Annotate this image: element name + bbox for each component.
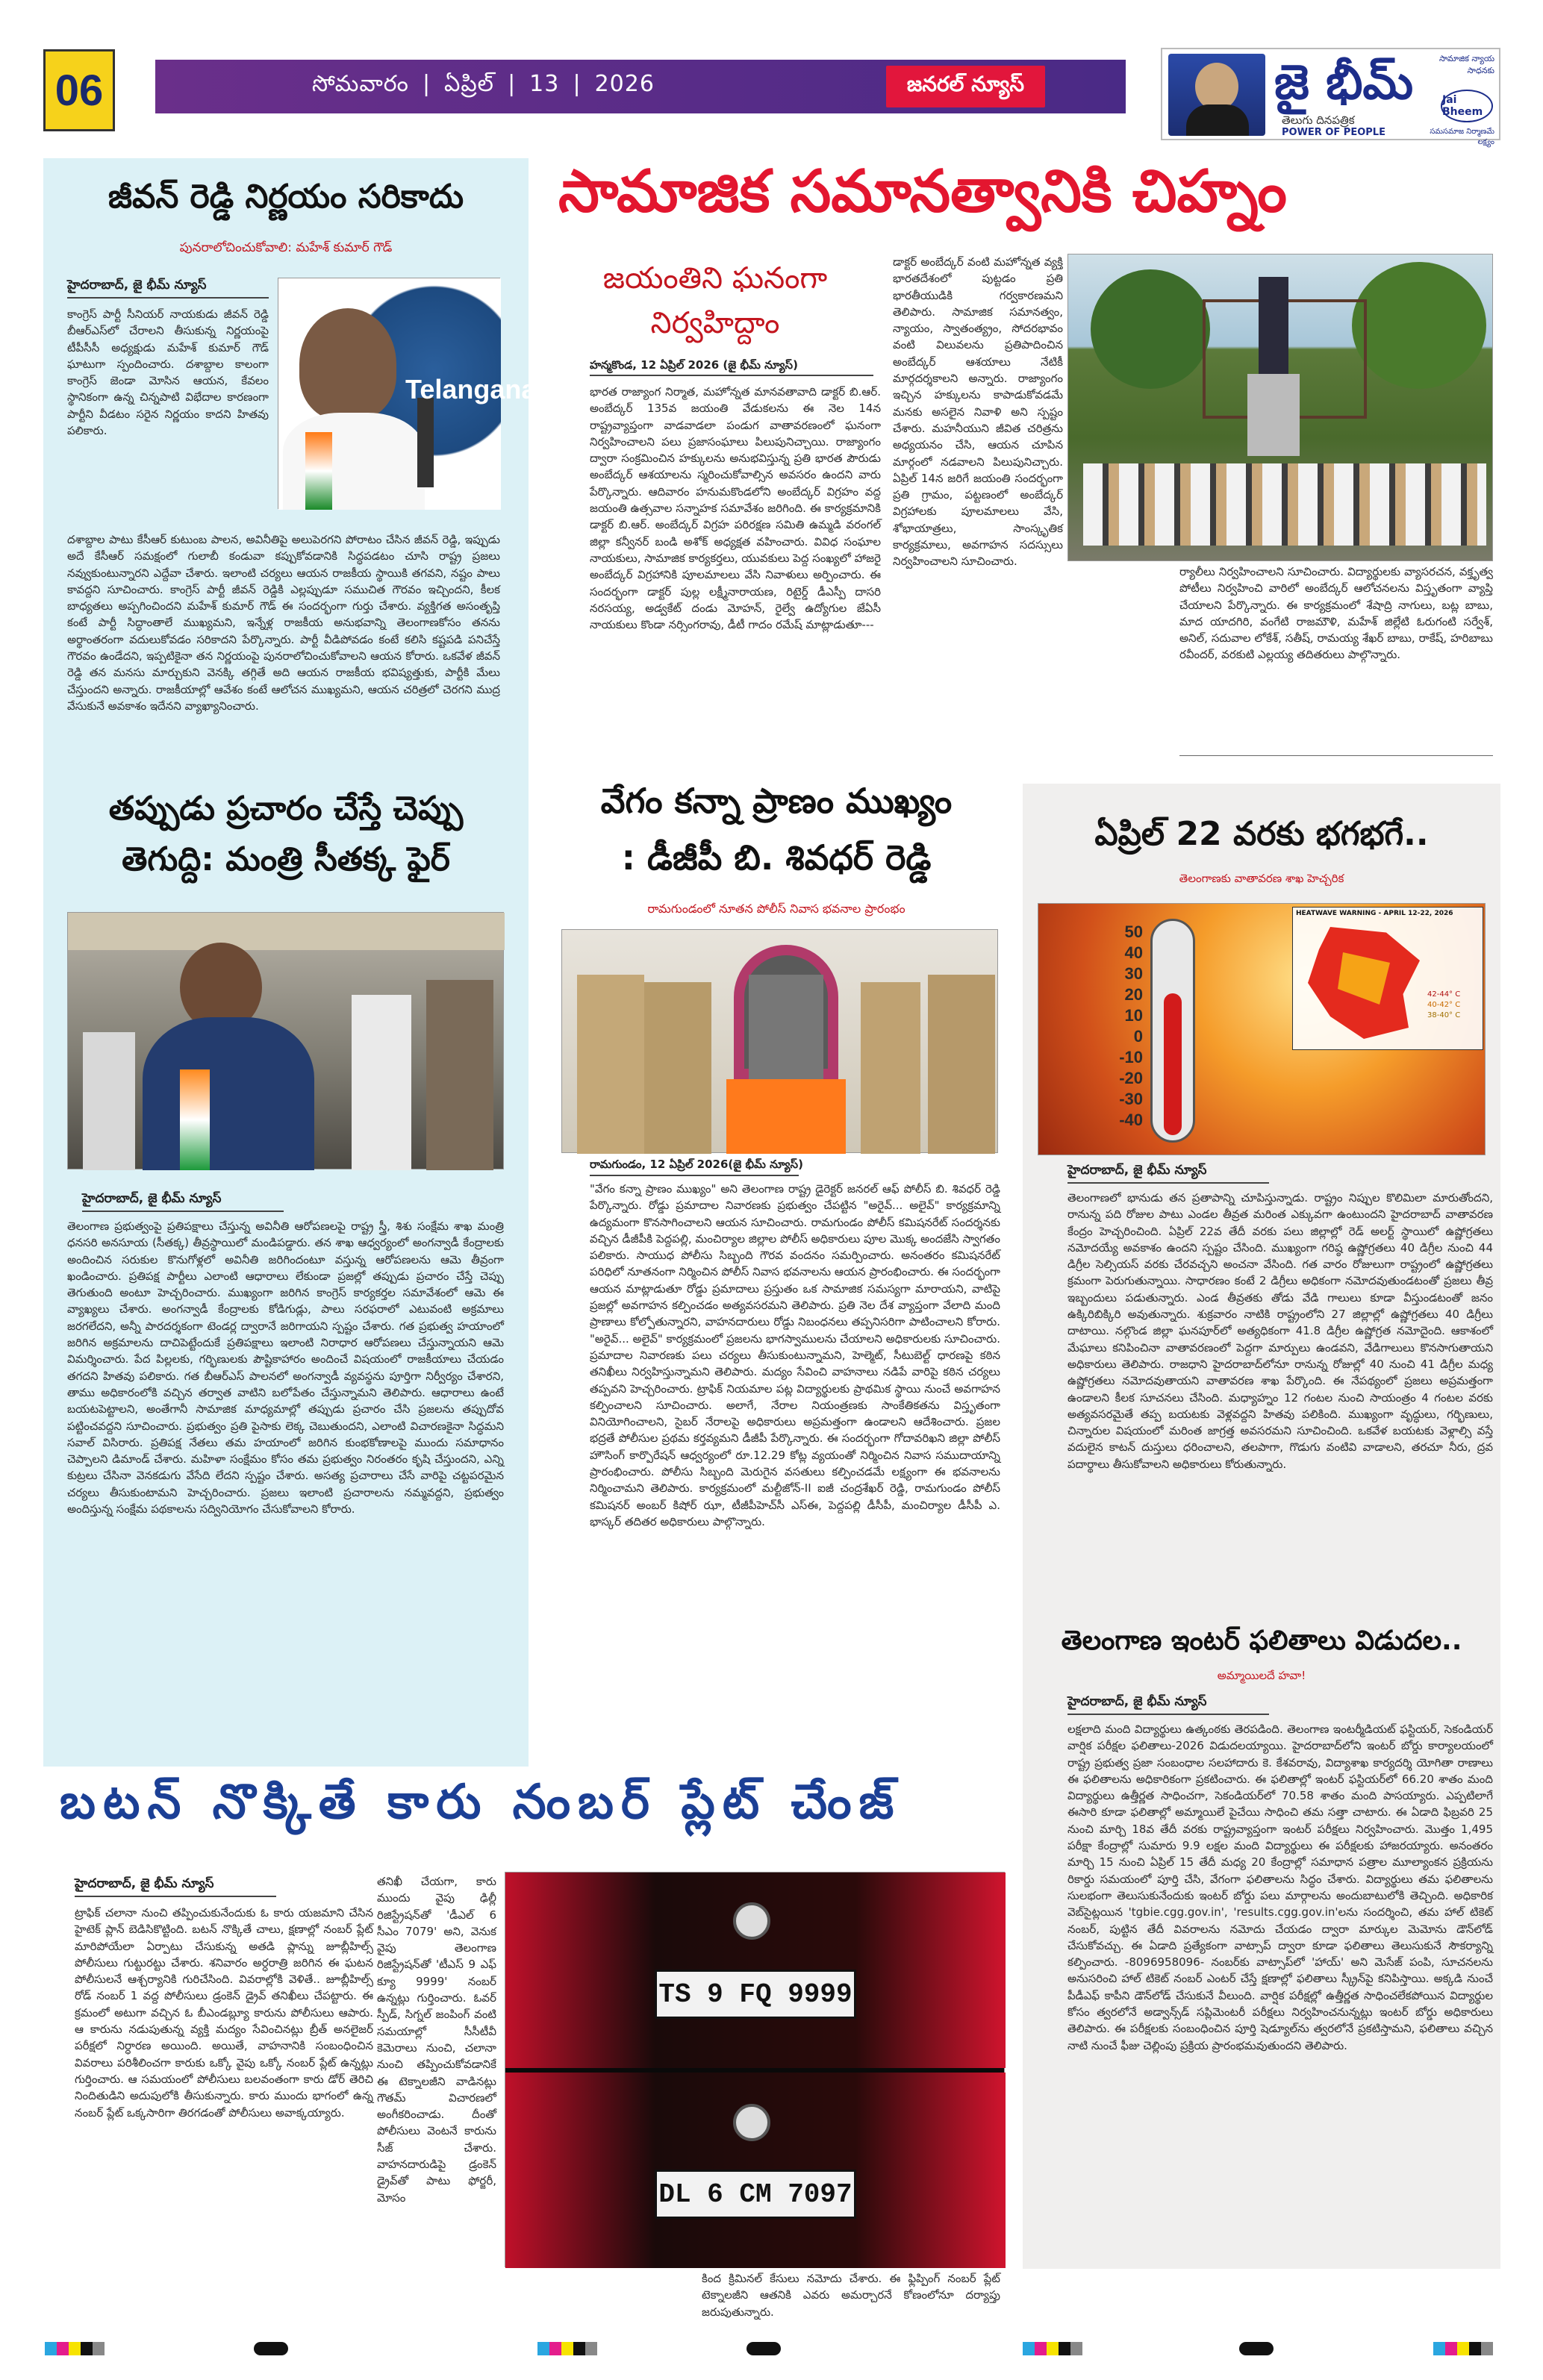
article4-dateline: రామగుండం, 12 ఏప్రిల్ 2026(జై భీమ్ న్యూస్) (590, 1158, 803, 1171)
ambedkar-portrait-icon (1168, 54, 1265, 136)
article3-subtitle-line2: నిర్వహిద్దాం (650, 306, 780, 340)
date: 13 (529, 71, 560, 97)
masthead-logo (1161, 48, 1500, 146)
article5-dateline: హైదరాబాద్, జై భీమ్ న్యూస్ (1067, 1163, 1207, 1178)
dateline-rule (67, 297, 269, 299)
article3-col3: ర్యాలీలు నిర్వహించాలని సూచించారు. విద్యార్థులకు వ్యాసరచన, వక్తృత్వ పోటీలు నిర్వహించి వారిలో అంబేద్కర్ ఆలోచనలను విస్తృతంగా వ్యాప్తి చేయాలని పేర్కొన్నారు. ఈ కార్యక్రమంలో శేషాద్రి నాగులు, బట్ల బాబు, మాద యాదగిరి, వంగేటి రాజమౌళి, మహేశ్ జిల్లేటి ఓరుగంటి సర్వేశ్, అనిల్, సదువాల లోకేశ్, సతీష్, రామయ్య శేఖర్ బాబు, రాకేష్, హరిబాబు రవీందర్, వరకుటి ఎల్లయ్య తదితరులు పాల్గొన్నారు. (1179, 565, 1493, 662)
tick: 30 (1124, 964, 1143, 983)
article6-subtitle: అమ్మాయిలదే హవా! (1217, 1669, 1306, 1682)
article4-title-line2: : డీజీపీ బి. శివధర్ రెడ్డి (621, 837, 932, 878)
article3-photo (1067, 254, 1493, 561)
article1-body: దశాబ్దాల పాటు కేసీఆర్ కుటుంబ పాలన, అవినీతిపై అలుపెరగని పోరాటం చేసిన జీవన్ రెడ్డి, ఇప్పుడు అదే కేసీఆర్ సమక్షంలో గులాబీ కండువా కప్పుకోవడానికి సిద్ధపడటం చూసి రాష్ట్ర ప్రజలు నవ్వుకుంటున్నారని ఎద్దేవా చేశారు. ఇలాంటి చర్యలు ఆయన రాజకీయ స్థాయికి తగవని, నష్టం పాలు కావద్దని సూచించారు. కాంగ్రెస్ పార్టీ జీవన్ రెడ్డికి ఎల్లప్పుడూ సముచిత గౌరవం ఇచ్చిందని, కీలక బాధ్యతలు అప్పగించిందని మహేశ్ కుమార్ గౌడ్ ఈ సందర్భంగా గుర్తు చేశారు. వ్యక్తిగత అసంతృప్తి కంటే పార్టీ సిద్ధాంతాలే ముఖ్యమని, ఇన్నేళ్ల రాజకీయ అనుభవాన్ని తెలంగాణకోసం తనను అర్థాంతరంగా వదులుకోవడం సరికాదని పేర్కొన్నారు. పార్టీ వీడిపోవడం కంటే కలిసి కష్టపడి పనిచేస్తే గౌరవం ఉండేదని, ఇప్పటికైనా తన నిర్ణయంపై పునరాలోచించుకోవాలని ఆయన కోరారు. ఒకవేళ జీవన్ రెడ్డి తన మనసు మార్చుకుని వెనక్కి తగ్గితే అది ఆయన రాజకీయ భవిష్యత్తుకు, పార్టీకి మేలు చేస్తుందని అన్నారు. రాజకీయాల్లో ఆవేశం కంటే ఆలోచన ముఖ్యమని, ఆయన చరిత్రలో చెరగని ముద్ర వేసుకునే అవకాశం ఇదేనని వ్యాఖ్యానించారు. (67, 533, 500, 713)
tick: -10 (1119, 1048, 1143, 1066)
article7-col3: కింద క్రిమినల్ కేసులు నమోదు చేశారు. ఈ ఫ్లిప్పింగ్ నంబర్ ప్లేట్ టెక్నాలజీని ఆతనికి ఎవరు అమర్చారనే కోణంలోనూ దర్యాప్తు జరుపుతున్నారు. (702, 2272, 1000, 2319)
article4-subtitle: రామగుండంలో నూతన పోలీస్ నివాస భవనాల ప్రారంభం (647, 902, 905, 916)
article3-title: సామాజిక సమానత్వానికి చిహ్నం (558, 158, 1287, 225)
legend-item: 40-42° C (1427, 1001, 1461, 1009)
dateline-rule (75, 1896, 276, 1897)
map-label: HEATWAVE WARNING - APRIL 12-22, 2026 (1296, 910, 1453, 917)
article6-body: లక్షలాది మంది విద్యార్థులు ఉత్కంఠకు తెరపడింది. తెలంగాణ ఇంటర్మీడియట్ ఫస్టియర్, సెకండియర్ వార్షిక పరీక్షల ఫలితాలు-2026 విడుదలయ్యాయి. హైదరాబాద్‌లోని ఇంటర్ బోర్డు కార్యాలయంలో రాష్ట్ర ప్రభుత్వ ప్రజా సంబంధాల సలహాదారు కె. కేశవరావు, విద్యాశాఖ కార్యదర్శి యోగితా రాణాలు ఈ ఫలితాలను అధికారికంగా ప్రకటించారు. ఈ ఫలితాల్లో ఇంటర్ ఫస్టియర్‌లో 66.20 శాతం మంది విద్యార్థులు ఉత్తీర్ణత సాధించగా, సెకండియర్‌లో 70.58 శాతం మంది పాసయ్యారు. ఎప్పటిలాగే ఈసారి కూడా ఫలితాల్లో అమ్మాయిలే పైచేయి సాధించి తమ సత్తా చాటారు. ఈ ఏడాది ఫిబ్రవరి 25 నుంచి మార్చి 18వ తేదీ వరకు రాష్ట్రవ్యాప్తంగా ఇంటర్ పరీక్షలు నిర్వహించారు. మొత్తం 1,495 పరీక్షా కేంద్రాల్లో సుమారు 9.9 లక్షల మంది విద్యార్థులు ఈ పరీక్షలకు హాజరయ్యారు. అనంతరం మార్చి 15 నుంచి ఏప్రిల్ 15 తేదీ మధ్య 20 కేంద్రాల్లో సమాధాన పత్రాల మూల్యాంకన ప్రక్రియను రికార్డు సమయంలో పూర్తి చేసి, వేగంగా ఫలితాలను సిద్ధం చేశారు. విద్యార్థులు తమ ఫలితాలను సులభంగా తెలుసుకునేందుకు ఇంటర్ బోర్డు పలు మార్గాలను అందుబాటులోకి తెచ్చింది. అధికారిక వెబ్‌సైట్లయిన 'tgbie.cgg.gov.in', 'results.cgg.gov.in'లను సందర్శించి, తమ హాల్ టికెట్ నంబర్, పుట్టిన తేదీ వివరాలను నమోదు చేయడం ద్వారా మార్కుల మెమోను డౌన్‌లోడ్ చేసుకోవచ్చు. ఈ ఏడాది ప్రత్యేకంగా వాట్సాప్ ద్వారా కూడా ఫలితాలు తెలుసుకునే సౌకర్యాన్ని కల్పించారు. -8096958096- నంబర్‌కు వాట్సాప్‌లో 'హాయ్' అని మెసేజ్ పంపి, సూచనలను అనుసరించి హాల్ టికెట్ నంబర్ ఎంటర్ చేస్తే క్షణాల్లో ఫలితాలు స్క్రీన్‌పై కనిపిస్తాయి. అక్కడి నుంచే పీడీఎఫ్ కాపీని డౌన్‌లోడ్ చేసుకునే వీలుంది. వార్షిక పరీక్షల్లో ఉత్తీర్ణత సాధించలేకపోయిన విద్యార్థుల కోసం త్వరలోనే అడ్వాన్స్‌డ్ సప్లిమెంటరీ పరీక్షలు నిర్వహించనున్నట్లు ఇంటర్ బోర్డు అధికారులు తెలిపారు. ఈ పరీక్షలకు సంబంధించిన పూర్తి షెడ్యూల్‌ను త్వరలోనే ప్రకటిస్తామని, ఫలితాలు వచ్చిన నాటి నుంచే ఫీజు చెల్లింపు ప్రక్రియ ప్రారంభమవుతుందని తెలిపారు. (1067, 1722, 1493, 2052)
article7-dateline: హైదరాబాద్, జై భీమ్ న్యూస్ (75, 1876, 214, 1891)
article7-col1: ట్రాఫిక్ చలానా నుంచి తప్పించుకునేందుకు ఓ కారు యజమాని చేసిన హైటెక్ ప్లాన్ బెడిసికొట్టింది. బటన్ నొక్కితే చాలు, క్షణాల్లో నంబర్ ప్లేట్ మారిపోయేలా ఏర్పాటు చేసుకున్న అతడి ప్లాన్ను జూబ్లీహిల్స్ పోలీసులు గుట్టురట్టు చేశారు. శనివారం అర్ధరాత్రి జరిగిన ఈ ఘటన పోలీసులనే ఆశ్చర్యానికి గురిచేసింది. వివరాల్లోకి వెళితే.. జూబ్లీహిల్స్ రోడ్ నంబర్ 1 వద్ద పోలీసులు డ్రంకెన్ డ్రైవ్ తనిఖీలు చేపట్టారు. ఈ క్రమంలో అటుగా వచ్చిన ఓ బీఎండబ్ల్యూ కారును పోలీసులు ఆపారు. ఆ కారును నడుపుతున్న వ్యక్తి మద్యం సేవించినట్లు బ్రీత్ అనలైజర్ పరీక్షలో నిర్ధారణ అయింది. అయితే, వాహనానికి సంబంధించిన వివరాలు పరిశీలించగా కారుకు ఒక్కో వైపు ఒక్కో నంబర్ ప్లేట్ ఉన్నట్లు గుర్తించారు. ఆ సమయంలో పోలీసులు బలవంతంగా కారు డోర్ తెరిచి నిందితుడిని అదుపులోకి తీసుకున్నారు. కారు ముందు భాగంలో ఉన్న నంబర్ ప్లేట్ ఒక్కసారిగా తిరగడంతో పోలీసులు అవాక్కయ్యారు. (75, 1906, 373, 2120)
dateline-rule (590, 1175, 799, 1176)
registration-bar (1433, 2342, 1493, 2355)
article7-col2: తనిఖీ చేయగా, కారు ముందు వైపు ఢిల్లీ రిజిస్ట్రేషన్‌తో 'డీఎల్ 6 సీఎం 7079' అని, వెనుక వైపు తెలంగాణ రిజిస్ట్రేషన్‌తో 'టీఎస్ 9 ఎఫ్ క్యూ 9999' నంబర్ ఉన్నట్లు గుర్తించారు. ఓవర్ స్పీడ్, సిగ్నల్ జంపింగ్ వంటి సమయాల్లో సీసీటీవీ కెమెరాలు నుంచి, చలానా నుంచి తప్పించుకోవడానికే ఈ టెక్నాలజీని వాడినట్లు గౌతమ్ విచారణలో అంగీకరించాడు. దీంతో పోలీసులు వెంటనే కారును సీజ్ చేశారు. వాహనదారుడిపై డ్రంకెన్ డ్రైవ్‌తో పాటు ఫోర్జరీ, మోసం (377, 1875, 496, 2205)
article3-col2: డాక్టర్ అంబేద్కర్ వంటి మహోన్నత వ్యక్తి భారతదేశంలో పుట్టడం ప్రతి భారతీయుడికి గర్వకారణమని తెలిపారు. సామాజిక సమానత్వం, న్యాయం, స్వాతంత్య్రం, సోదరభావం వంటి విలువలను ప్రతిపాదించిన అంబేద్కర్ ఆశయాలు నేటికీ మార్గదర్శకాలని అన్నారు. రాజ్యాంగం ఇచ్చిన హక్కులను కాపాడుకోవడమే మనకు అసలైన నివాళి అని స్పష్టం చేశారు. మహనీయుని జీవిత చరిత్రను అధ్యయనం చేసి, ఆయన చూపిన మార్గంలో నడవాలని పిలుపునిచ్చారు. ఏప్రిల్ 14న జరిగే జయంతి సందర్భంగా ప్రతి గ్రామం, పట్టణంలో అంబేద్కర్ విగ్రహాలకు పూలమాలలు వేసి, శోభాయాత్రలు, సాంస్కృతిక కార్యక్రమాలు, అవగాహన సదస్సులు నిర్వహించాలని సూచించారు. (893, 255, 1063, 569)
article7-car-photo (505, 1872, 1005, 2267)
article1-lead: కాంగ్రెస్ పార్టీ సీనియర్ నాయకుడు జీవన్ రెడ్డి బీఆర్ఎస్‌లో చేరాలని తీసుకున్న నిర్ణయంపై టీపీసీసీ అధ్యక్షుడు మహేశ్ కుమార్ గౌడ్ ఘాటుగా స్పందించారు. దశాబ్దాల కాలంగా కాంగ్రెస్ జెండా మోసిన ఆయన, కేవలం స్థానికంగా ఉన్న చిన్నపాటి విభేదాల కారణంగా పార్టీని వీడటం సరైన నిర్ణయం కాదని హితవు పలికారు. (67, 307, 269, 438)
registration-bar (1023, 2342, 1082, 2355)
registration-dot (746, 2342, 781, 2355)
year: 2026 (594, 71, 655, 97)
section-label: జనరల్ న్యూస్ (886, 66, 1045, 107)
photo-text: Telangana (405, 374, 537, 405)
registration-bar (45, 2342, 105, 2355)
article2-title-line2: తెగుద్ది: మంత్రి సీతక్క ఫైర్ (122, 840, 450, 878)
tick: 20 (1124, 985, 1143, 1004)
article5-heatmap-photo (1038, 903, 1486, 1155)
number-plate-ts: TS 9 FQ 9999 (655, 1970, 856, 2019)
legend-item: 42-44° C (1427, 990, 1461, 999)
dateline-rule (1067, 1714, 1269, 1715)
tick: 0 (1133, 1027, 1143, 1046)
article6-dateline: హైదరాబాద్, జై భీమ్ న్యూస్ (1067, 1694, 1207, 1709)
day: సోమవారం (312, 71, 409, 97)
article2-photo (67, 912, 504, 1169)
logo-tag2: సమసమాజ నిర్మాణమే లక్ష్యం (1430, 128, 1494, 146)
thermometer-scale (1083, 922, 1143, 1131)
article5-subtitle: తెలంగాణకు వాతావరణ శాఖ హెచ్చరిక (1179, 872, 1344, 885)
tick: 40 (1124, 943, 1143, 962)
registration-bar (537, 2342, 597, 2355)
article7-title: బటన్ నొక్కితే కారు నంబర్ ప్లేట్ చేంజ్ (60, 1775, 902, 1830)
article5-body: తెలంగాణలో భానుడు తన ప్రతాపాన్ని చూపిస్తున్నాడు. రాష్ట్రం నిప్పుల కొలిమిలా మారుతోందని, రానున్న పది రోజుల పాటు ఎండల తీవ్రత మరింత ఎక్కువగా ఉంటుందని హైదరాబాద్ వాతావరణ కేంద్రం హెచ్చరించింది. ఏప్రిల్ 22వ తేదీ వరకు పలు జిల్లాల్లో రెడ్ అలర్ట్ స్థాయిలో ఉష్ణోగ్రతలు నమోదయ్యే అవకాశం ఉందని స్పష్టం చేసింది. ముఖ్యంగా గరిష్ఠ ఉష్ణోగ్రతలు 40 డిగ్రీల నుంచి 44 డిగ్రీల సెల్సియస్ వరకు చేరవచ్చని అంచనా వేసింది. గత వారం రోజులుగా రాష్ట్రంలో ఉష్ణోగ్రతలు క్రమంగా పెరుగుతున్నాయి. సాధారణం కంటే 2 డిగ్రీలు అధికంగా నమోదవుతుండటంతో ప్రజలు తీవ్ర ఇబ్బందులు పడుతున్నారు. ఎండ తీవ్రతకు తోడు వేడి గాలులు కూడా వీస్తుండటంతో జనం ఉక్కిరిబిక్కిరి అవుతున్నారు. శుక్రవారం నాటికి రాష్ట్రంలోని 27 జిల్లాల్లో ఉష్ణోగ్రతలు 40 డిగ్రీలు దాటాయి. నల్గొండ జిల్లా ఘనపూర్‌లో అత్యధికంగా 41.8 డిగ్రీల ఉష్ణోగ్రత నమోదైంది. ఆకాశంలో మేఘాలు కనిపించినా వాతావరణంలో పెద్దగా మార్పులు ఉండవని, వేడిగాలులు కొనసాగుతాయని అధికారులు తెలిపారు. రాజధాని హైదరాబాద్‌లోనూ రానున్న రోజుల్లో 40 నుంచి 41 డిగ్రీల మధ్య ఉష్ణోగ్రతలు నమోదవుతాయని వాతావరణ శాఖ పేర్కొంది. ఈ నేపథ్యంలో ప్రజలు అప్రమత్తంగా ఉండాలని కీలక సూచనలు చేసింది. మధ్యాహ్నం 12 గంటల నుంచి సాయంత్రం 4 గంటల వరకు అత్యవసరమైతే తప్ప బయటకు వెళ్లవద్దని హితవు పలికింది. ముఖ్యంగా వృద్ధులు, గర్భిణులు, చిన్నారుల విషయంలో మరింత జాగ్రత్త అవసరమని సూచించింది. ఒకవేళ బయటకు వెళ్లాల్సి వస్తే వదులైన కాటన్ దుస్తులు ధరించాలని, తలపాగా, గొడుగు వంటివి వాడాలని, తరచూ నీరు, ద్రవ పదార్థాలు తీసుకోవాలని అధికారులు కోరుతున్నారు. (1067, 1191, 1493, 1471)
article3-col1: భారత రాజ్యాంగ నిర్మాత, మహోన్నత మానవతావాది డాక్టర్ బి.ఆర్. అంబేద్కర్ 135వ జయంతి వేడుకలను ఈ నెల 14న రాష్ట్రవ్యాప్తంగా వాడవాడలా పండుగ వాతావరణంలో ఘనంగా నిర్వహించాలని పలు ప్రజాసంఘాలు పిలుపునిచ్చాయి. రాజ్యాంగం ద్వారా సంక్రమించిన హక్కులను అనుభవిస్తున్న ప్రతి భారత పౌరుడు అంబేద్కర్ ఆశయాలను స్మరించుకోవాల్సిన అవసరం ఉందని వారు పేర్కొన్నారు. ఆదివారం హనుమకొండలోని అంబేద్కర్ విగ్రహం వద్ద జయంతి ఉత్సవాల సన్నాహక సమావేశం జరిగింది. ఈ కార్యక్రమానికి డాక్టర్ బి.ఆర్. అంబేద్కర్ విగ్రహ పరిరక్షణ సమితి ఉమ్మడి వరంగల్ జిల్లా కన్వీనర్ బండి అశోక్ అధ్యక్షత వహించారు. వివిధ సంఘాల నాయకులు, సామాజిక కార్యకర్తలు, యువకులు పెద్ద సంఖ్యలో హాజరై అంబేద్కర్ విగ్రహానికి పూలమాలలు వేసి నివాళులు అర్పించారు. ఈ సందర్భంగా డాక్టర్ పుల్ల లక్ష్మీనారాయణ, రిటైర్డ్ డీఎస్పీ దాసరి నరసయ్య, అడ్వకేట్ దండు మోహన్, రైల్వే ఉద్యోగుల జేఏసీ నాయకులు కొండా నర్సింగరావు, డీటీ గాదం రమేష్ మాట్లాడుతూ--- (590, 385, 881, 632)
tick: -30 (1119, 1090, 1143, 1108)
month: ఏప్రిల్ (444, 71, 494, 97)
article2-title-line1: తప్పుడు ప్రచారం చేస్తే చెప్పు (108, 790, 464, 828)
article1-subtitle: పునరాలోచించుకోవాలి: మహేశ్ కుమార్ గౌడ్ (179, 240, 393, 255)
article1-dateline: హైదరాబాద్, జై భీమ్ న్యూస్ (67, 278, 207, 293)
tick: -40 (1119, 1111, 1143, 1129)
number-plate-dl: DL 6 CM 7097 (655, 2170, 856, 2219)
article4-title-line1: వేగం కన్నా ప్రాణం ముఖ్యం (600, 781, 953, 821)
logo-power: POWER OF PEOPLE (1282, 127, 1385, 138)
page-number: 06 (43, 49, 115, 131)
article5-title: ఏప్రిల్ 22 వరకు భగభగే.. (1094, 815, 1429, 853)
dateline-rule (1067, 1182, 1269, 1184)
dateline-rule (590, 375, 873, 376)
date-band (155, 60, 1126, 113)
logo-tag: సామాజిక న్యాయ సాధనకు (1438, 54, 1494, 75)
article1-title: జీవన్ రెడ్డి నిర్ణయం సరికాదు (107, 178, 464, 216)
article2-dateline: హైదరాబాద్, జై భీమ్ న్యూస్ (82, 1191, 222, 1206)
legend-item: 38-40° C (1427, 1011, 1461, 1019)
article3-dateline: హన్మకొండ, 12 ఏప్రిల్ 2026 (జై భీమ్ న్యూస్) (590, 358, 798, 372)
map-legend (1427, 990, 1460, 1021)
car-logo-icon (733, 2104, 770, 2141)
registration-dot (1239, 2342, 1274, 2355)
tick: 50 (1124, 922, 1143, 941)
logo-en: Jai Bheem (1441, 90, 1493, 122)
article1-photo (278, 278, 537, 509)
article4-photo (561, 929, 998, 1153)
date-line: సోమవారం ❘ ఏప్రిల్ ❘ 13 ❘ 2026 (312, 71, 655, 97)
tick: -20 (1119, 1069, 1143, 1087)
heatwave-map (1292, 907, 1483, 1050)
logo-name: జై భీమ్ (1274, 55, 1414, 110)
article6-title: తెలంగాణ ఇంటర్ ఫలితాలు విడుదల.. (1061, 1625, 1462, 1656)
article-rule (1179, 755, 1493, 756)
registration-dot (254, 2342, 288, 2355)
car-logo-icon (733, 1902, 770, 1940)
dateline-rule (82, 1211, 284, 1212)
article2-body: తెలంగాణ ప్రభుత్వంపై ప్రతిపక్షాలు చేస్తున్న అవినీతి ఆరోపణలపై రాష్ట్ర స్త్రీ, శిశు సంక్షేమ శాఖ మంత్రి ధనసరి అనసూయ (సీతక్క) తీవ్రస్థాయిలో మండిపడ్డారు. తన శాఖ ఆధ్వర్యంలో అంగన్వాడీ కేంద్రాలకు అందించిన సరుకుల కొనుగోళ్లలో అవినీతి జరిగిందంటూ వస్తున్న ఆరోపణలను ఆమె తీవ్రంగా ఖండించారు. ప్రతిపక్ష పార్టీలు ఎలాంటి ఆధారాలు లేకుండా ప్రజల్లో తప్పుడు ప్రచారం చేస్తే చెప్పు తెగుతుంది అంటూ హెచ్చరించారు. ముఖ్యంగా జరిగిన కాంగ్రెస్ కార్యకర్తల సమావేశంలో ఆమె ఈ వ్యాఖ్యలు చేశారు. అంగన్వాడీ కేంద్రాలకు కోడిగుడ్లు, పాలు సరఫరాలో ఎటువంటి అక్రమాలు జరగలేదని, అన్నీ పారదర్శకంగా టెండర్ల ద్వారానే జరిగాయని స్పష్టం చేశారు. గత ప్రభుత్వ హయాంలో జరిగిన అక్రమాలను దాచిపెట్టేందుకే ప్రతిపక్షాలు ఇలాంటి నిరాధార ఆరోపణలు చేస్తున్నాయని ఆమె విమర్శించారు. పేద పిల్లలకు, గర్భిణులకు పౌష్టికాహారం అందించే విషయంలో రాజకీయాలు చేయడం తగదని హితవు పలికారు. గత బీఆర్ఎస్ పాలనలో అంగన్వాడీ వ్యవస్థను పూర్తిగా నిర్వీర్యం చేశారని, తాము అధికారంలోకి వచ్చిన తర్వాత వాటిని బలోపేతం చేస్తున్నామని తెలిపారు. ఆధారాలు ఉంటే బయటపెట్టాలని, అంతేగానీ సామాజిక మాధ్యమాల్లో తప్పుడు ప్రచారం చేసి ప్రజలను తప్పుదోవ పట్టించవద్దని సూచించారు. ప్రభుత్వం ప్రతి పైసాకు లెక్క చెబుతుందని, ఎలాంటి విచారణకైనా సిద్ధమని సవాల్ విసిరారు. ప్రతిపక్ష నేతలు తమ హయాంలో జరిగిన కుంభకోణాలపై ముందు సమాధానం చెప్పాలని డిమాండ్ చేశారు. మహిళా సంక్షేమం కోసం తమ ప్రభుత్వం నిరంతరం కృషి చేస్తుందని, ఎన్ని కుట్రలు చేసినా వెనకడుగు వేసేది లేదని స్పష్టం చేశారు. అసత్య ప్రచారాలు చేసే వారిపై చట్టపరమైన చర్యలు తీసుకుంటామని హెచ్చరించారు. ప్రజలు ఇలాంటి ప్రచారాలను నమ్మవద్దని, ప్రభుత్వం అందిస్తున్న సంక్షేమ పథకాలను సద్వినియోగం చేసుకోవాలని కోరారు. (67, 1219, 504, 1517)
article3-subtitle-line1: జయంతిని ఘనంగా (602, 261, 828, 296)
tick: 10 (1124, 1006, 1143, 1025)
article4-body: "వేగం కన్నా ప్రాణం ముఖ్యం" అని తెలంగాణ రాష్ట్ర డైరెక్టర్ జనరల్ ఆఫ్ పోలీస్ బి. శివధర్ రెడ్డి పేర్కొన్నారు. రోడ్డు ప్రమాదాల నివారణకు ప్రభుత్వం చేపట్టిన "అరైవ్... అలైవ్" కార్యక్రమాన్ని ఉద్యమంగా కొనసాగించాలని ఆయన సూచించారు. రామగుండం పోలీస్ కమిషనరేట్ సందర్శనకు వచ్చిన డీజీపీకి పెద్దపల్లి, మంచిర్యాల జిల్లాల పోలీస్ అధికారులు పూల మొక్క అందజేసి స్వాగతం పలికారు. సాయుధ పోలీసు సిబ్బంది గౌరవ వందనం సమర్పించారు. అనంతరం కమిషనరేట్ పరిధిలో నూతనంగా నిర్మించిన పోలీస్ నివాస భవనాలను ఆయన ప్రారంభించారు. ఈ సందర్భంగా ఆయన మాట్లాడుతూ రోడ్డు ప్రమాదాలు ప్రస్తుతం ఒక సామాజిక సమస్యగా మారాయని, వాటిపై ప్రజల్లో అవగాహన కల్పించడం అత్యవసరమని తెలిపారు. ప్రతి నెల దేశ వ్యాప్తంగా వేలాది మంది ప్రాణాలు కోల్పోతున్నారని, వాహనదారులు రోడ్డు నిబంధనలు తప్పనిసరిగా పాటించాలని కోరారు. "అరైవ్... అలైవ్" కార్యక్రమంలో ప్రజలను భాగస్వాములను చేయాలని అధికారులకు సూచించారు. ప్రమాదాల నివారణకు పలు చర్యలు తీసుకుంటున్నామని, హెల్మెట్, సీటుబెల్ట్ ధారణపై కఠిన తనిఖీలు నిర్వహిస్తున్నామని తెలిపారు. మద్యం సేవించి వాహనాలు నడిపే వారిపై కఠిన చర్యలు తప్పవని హెచ్చరించారు. ట్రాఫిక్ నియమాల పట్ల విద్యార్థులకు ప్రాథమిక స్థాయి నుంచే అవగాహన కల్పించాలని సూచించారు. అలాగే, నేరాల నియంత్రణకు సాంకేతికతను విస్తృతంగా వినియోగించాలని, సైబర్ నేరాలపై అధికారులు అప్రమత్తంగా ఉండాలని ఆదేశించారు. ప్రజల భద్రతే పోలీసుల ప్రథమ కర్తవ్యమని డీజీపీ పేర్కొన్నారు. ఈ సందర్భంగా గోదావరిఖని జిల్లా పోలీస్ హౌసింగ్ కార్పొరేషన్ ఆధ్వర్యంలో రూ.12.29 కోట్ల వ్యయంతో నిర్మించిన నివాస సముదాయాన్ని ప్రారంభించారు. పోలీసు సిబ్బంది మెరుగైన వసతులు కల్పించడమే లక్ష్యంగా ఈ భవనాలను నిర్మించామని తెలిపారు. కార్యక్రమంలో మల్టీజోన్-II ఐజీ చంద్రశేఖర్ రెడ్డి, రామగుండం పోలీస్ కమిషనర్ అంబర్ కిషోర్ ఝా, టీజీపీహెచ్‌సీ ఎస్‌ఈ, పెద్దపల్లి డీసీపీ, మంచిర్యాల డీసీపీ ఎ. భాస్కర్ తదితర అధికారులు పాల్గొన్నారు. (590, 1182, 1000, 1528)
logo-sub: తెలుగు దినపత్రిక (1282, 113, 1355, 127)
